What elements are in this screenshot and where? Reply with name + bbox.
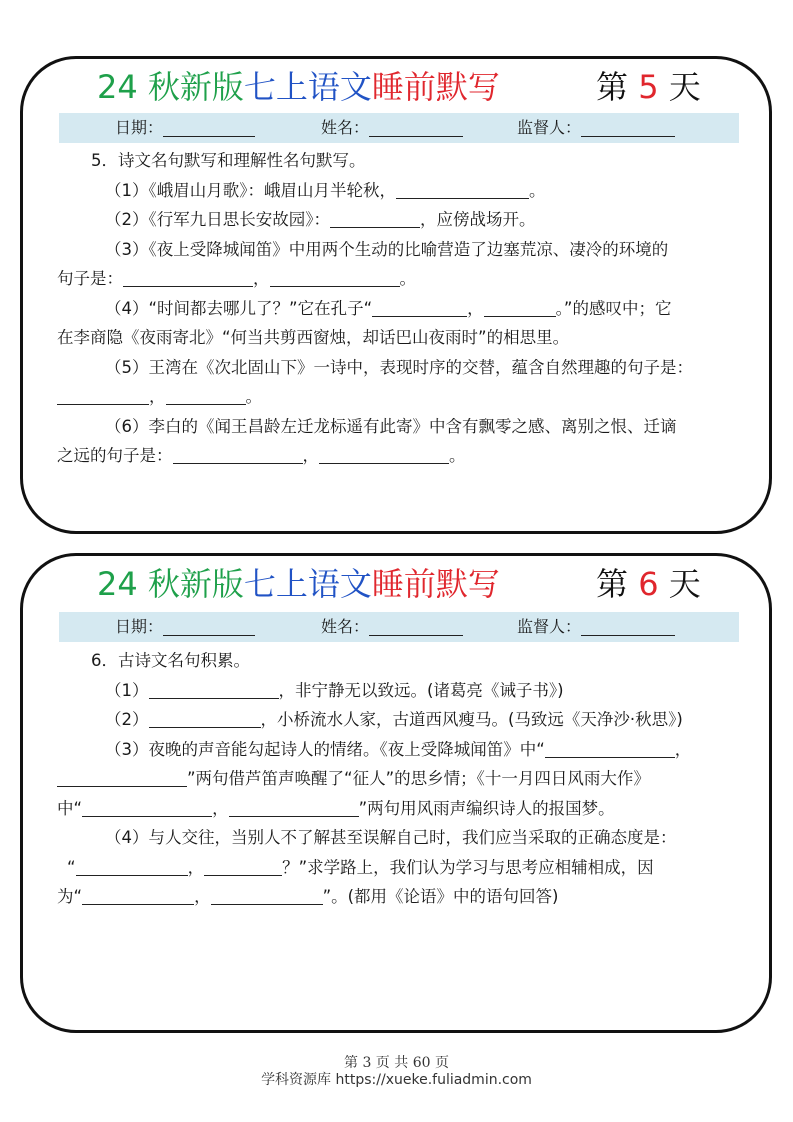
question-line: 之远的句子是： ， 。 — [57, 446, 466, 465]
question-line: （3）夜晚的声音能勾起诗人的情绪。《夜上受降城闻笛》中“ ， — [105, 739, 692, 759]
date-field[interactable]: 日期： — [115, 113, 255, 143]
question-line: （4）“时间都去哪儿了？”它在孔子“ ， 。”的感叹中；它 — [105, 298, 672, 318]
answer-blank[interactable] — [211, 886, 323, 905]
info-bar — [59, 612, 739, 642]
answer-blank[interactable] — [76, 857, 188, 876]
answer-blank[interactable] — [173, 445, 303, 464]
day-label: 第 5 天 — [596, 68, 701, 106]
answer-blank[interactable] — [270, 268, 400, 287]
answer-blank[interactable] — [82, 798, 212, 817]
question-line: （3）《夜上受降城闻笛》中用两个生动的比喻营造了边塞荒凉、凄冷的环境的 — [105, 239, 669, 259]
answer-blank[interactable] — [372, 298, 467, 317]
answer-blank[interactable] — [166, 386, 246, 405]
question-line: 句子是： ， 。 — [57, 269, 416, 288]
name-field[interactable]: 姓名： — [321, 612, 463, 642]
question-line: （2） ，小桥流水人家，古道西风瘦马。(马致远《天净沙·秋思》) — [105, 710, 683, 729]
answer-blank[interactable] — [330, 209, 420, 228]
day-label: 第 6 天 — [596, 565, 701, 603]
supervisor-field[interactable]: 监督人： — [517, 612, 675, 642]
question-heading: 5．诗文名句默写和理解性名句默写。 — [91, 151, 366, 170]
question-line: ”两句借芦笛声唤醒了“征人”的思乡情；《十一月四日风雨大作》 — [57, 764, 747, 794]
card-header — [23, 59, 769, 117]
question-content — [57, 646, 747, 912]
question-line: （5）王湾在《次北固山下》一诗中，表现时序的交替，蕴含自然理趣的句子是： — [105, 357, 693, 377]
question-line: （2）《行军九日思长安故园》： ，应傍战场开。 — [105, 210, 536, 229]
question-line: （6）李白的《闻王昌龄左迁龙标遥有此寄》中含有飘零之感、离别之恨、迁谪 — [105, 416, 677, 436]
answer-blank[interactable] — [149, 709, 261, 728]
question-line: 中“ ， ”两句用风雨声编织诗人的报国梦。 — [57, 798, 615, 818]
name-field[interactable]: 姓名： — [321, 113, 463, 143]
answer-blank[interactable] — [484, 298, 556, 317]
answer-blank[interactable] — [123, 268, 253, 287]
answer-blank[interactable] — [545, 739, 675, 758]
answer-blank[interactable] — [229, 798, 359, 817]
question-line: 在李商隐《夜雨寄北》“何当共剪西窗烛，却话巴山夜雨时”的相思里。 — [57, 328, 570, 347]
answer-blank[interactable] — [149, 680, 279, 699]
question-line: （1）《峨眉山月歌》：峨眉山月半轮秋， 。 — [105, 180, 546, 200]
question-heading: 6．古诗文名句积累。 — [91, 651, 250, 670]
answer-blank[interactable] — [319, 445, 449, 464]
answer-blank[interactable] — [396, 180, 529, 199]
card-header — [23, 556, 769, 614]
question-content — [57, 146, 747, 471]
worksheet-card-day5 — [20, 56, 772, 534]
question-line: 为“ ， ”。(都用《论语》中的语句回答) — [57, 887, 559, 906]
card-title: 24 秋新版七上语文睡前默写 — [97, 565, 500, 603]
date-field[interactable]: 日期： — [115, 612, 255, 642]
question-line: ， 。 — [57, 382, 747, 412]
supervisor-field[interactable]: 监督人： — [517, 113, 675, 143]
page-number: 第 3 页 共 60 页 — [344, 1055, 449, 1071]
info-bar — [59, 113, 739, 143]
question-line: “ ， ？”求学路上，我们认为学习与思考应相辅相成，因 — [67, 857, 654, 877]
worksheet-card-day6 — [20, 553, 772, 1033]
card-title: 24 秋新版七上语文睡前默写 — [97, 68, 500, 106]
answer-blank[interactable] — [82, 886, 194, 905]
answer-blank[interactable] — [204, 857, 282, 876]
question-line: （1） ，非宁静无以致远。(诸葛亮《诫子书》) — [105, 680, 564, 700]
answer-blank[interactable] — [57, 768, 187, 787]
answer-blank[interactable] — [57, 386, 149, 405]
source-line: 学科资源库 https://xueke.fuliadmin.com — [261, 1072, 532, 1088]
question-line: （4）与人交往，当别人不了解甚至误解自己时，我们应当采取的正确态度是： — [105, 828, 677, 847]
